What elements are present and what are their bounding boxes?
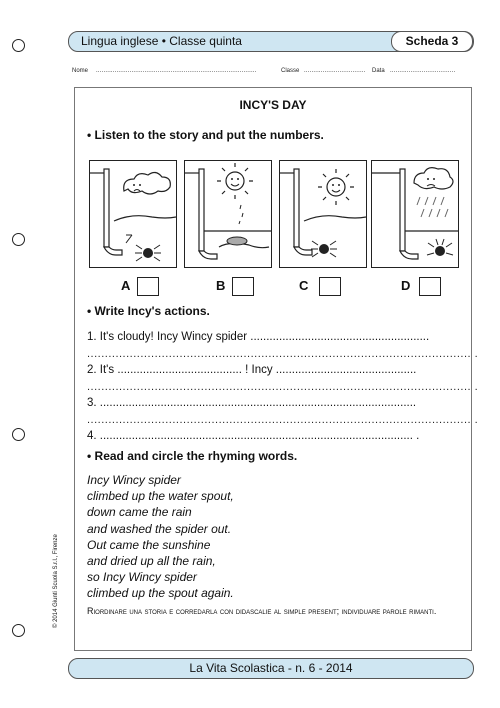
answer-box-a[interactable] bbox=[137, 277, 159, 296]
picture-panel-d bbox=[371, 160, 459, 268]
write-line-1b[interactable]: ............................................................................................................ . bbox=[87, 348, 479, 360]
name-field[interactable]: ...................................................................................... bbox=[96, 68, 257, 74]
sun-spider-climbing-icon bbox=[280, 161, 366, 267]
binder-hole-2 bbox=[12, 233, 25, 246]
picture-panel-b bbox=[184, 160, 272, 268]
poem bbox=[87, 472, 234, 602]
sun-rain-puddle-icon bbox=[185, 161, 271, 267]
poem-line: so Incy Wincy spider bbox=[87, 570, 197, 585]
binder-hole-4 bbox=[12, 624, 25, 637]
poem-line: and washed the spider out. bbox=[87, 521, 232, 536]
answer-box-d[interactable] bbox=[419, 277, 441, 296]
poem-line: down came the rain bbox=[87, 505, 192, 520]
header-bar bbox=[68, 31, 474, 52]
class-label: Classe bbox=[281, 68, 300, 74]
picture-panel-a bbox=[89, 160, 177, 268]
copyright-text: © 2014 Giunti Scuola S.r.l., Firenze bbox=[53, 534, 59, 628]
write-line-3[interactable]: 3. ................................................................................................... bbox=[87, 397, 417, 409]
worksheet-title: INCY'S DAY bbox=[239, 98, 307, 112]
date-field[interactable]: ................................... bbox=[390, 68, 456, 74]
worksheet-frame bbox=[74, 87, 479, 651]
sheet-badge: Scheda 3 bbox=[391, 31, 473, 52]
date-label: Data bbox=[372, 68, 385, 74]
answer-box-b[interactable] bbox=[232, 277, 254, 296]
binder-hole-1 bbox=[12, 39, 25, 52]
instruction-read: • Read and circle the rhyming words. bbox=[87, 449, 298, 463]
footer-bar: La Vita Scolastica - n. 6 - 2014 bbox=[68, 658, 474, 679]
subject-title: Lingua inglese • Classe quinta bbox=[81, 34, 242, 48]
panel-label-c: C bbox=[299, 278, 309, 293]
instruction-listen: • Listen to the story and put the numbers. bbox=[87, 128, 324, 142]
poem-line: Out came the sunshine bbox=[87, 537, 211, 552]
poem-line: and dried up all the rain, bbox=[87, 554, 216, 569]
write-line-3b[interactable]: ............................................................................................................ . bbox=[87, 414, 479, 426]
spider-rain-cloud-icon bbox=[90, 161, 176, 267]
rain-spider-washed-out-icon bbox=[372, 161, 458, 267]
write-line-2b[interactable]: ............................................................................................................ . bbox=[87, 381, 479, 393]
panel-label-b: B bbox=[216, 278, 226, 293]
answer-box-c[interactable] bbox=[319, 277, 341, 296]
write-line-2[interactable]: 2. It's ....................................... ! Incy ............................................ bbox=[87, 364, 417, 376]
write-line-1[interactable]: 1. It's cloudy! Incy Wincy spider ........................................................ bbox=[87, 331, 430, 343]
teacher-note: Riordinare una storia e corredarla con didascalie al simple present; individuare parole rimanti. bbox=[87, 606, 437, 616]
binder-hole-3 bbox=[12, 428, 25, 441]
poem-line: climbed up the water spout, bbox=[87, 489, 234, 504]
picture-panel-c bbox=[279, 160, 367, 268]
write-line-4[interactable]: 4. .................................................................................................. . bbox=[87, 430, 420, 442]
panel-label-a: A bbox=[121, 278, 131, 293]
instruction-write: • Write Incy's actions. bbox=[87, 304, 210, 318]
panel-label-d: D bbox=[401, 278, 411, 293]
poem-line: climbed up the spout again. bbox=[87, 586, 234, 601]
poem-line: Incy Wincy spider bbox=[87, 473, 181, 487]
name-label: Nome bbox=[72, 68, 89, 74]
class-field[interactable]: ................................. bbox=[304, 68, 366, 74]
